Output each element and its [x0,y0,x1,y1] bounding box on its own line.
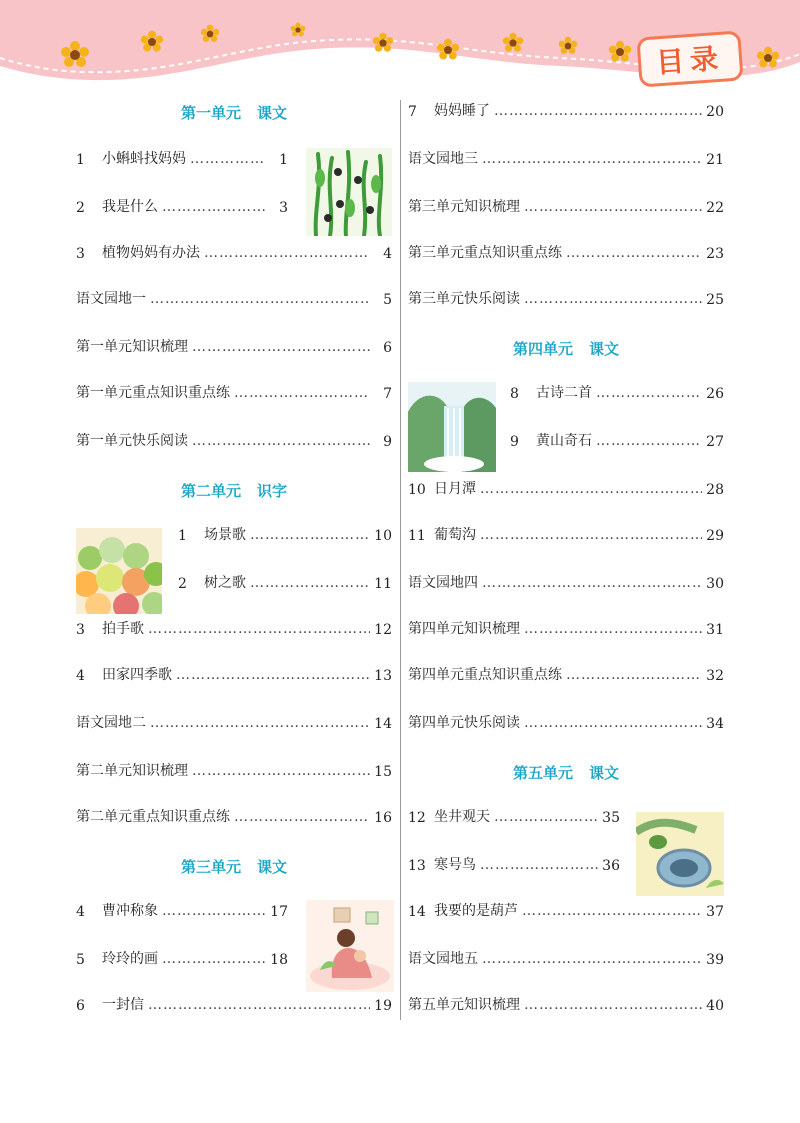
section-kind-label: 课文 [257,858,288,876]
leader-dots [162,950,266,968]
leader-dots [596,384,702,402]
leader-dots [524,620,702,638]
toc-entry[interactable] [76,758,392,780]
toc-entry[interactable] [76,194,288,216]
entry-title: 拍手歌 [102,621,144,637]
toc-entry[interactable] [76,146,288,168]
entry-title: 第一单元知识梳理 [76,339,188,355]
section-title-unit1 [76,102,392,123]
leader-dots [482,150,702,168]
entry-number: 7 [408,104,417,120]
leader-dots [522,902,702,920]
entry-page: 25 [706,292,724,308]
toc-entry[interactable] [510,380,724,402]
entry-title: 第五单元知识梳理 [408,997,520,1013]
leader-dots [190,150,266,168]
entry-title: 我是什么 [102,199,158,215]
entry-page: 30 [706,576,724,592]
entry-page: 39 [706,952,724,968]
toc-entry[interactable] [178,570,392,592]
flower-icon [558,36,578,56]
entry-title: 田家四季歌 [102,667,172,683]
entry-title: 第四单元快乐阅读 [408,715,520,731]
toc-entry[interactable] [408,992,724,1014]
toc-entry[interactable] [76,286,392,308]
leader-dots [234,808,370,826]
entry-page: 1 [279,152,288,168]
entry-number: 11 [408,528,426,544]
entry-title: 语文园地三 [408,151,478,167]
leader-dots [192,338,370,356]
leader-dots [524,198,702,216]
entry-title: 我要的是葫芦 [434,903,518,919]
forest-illustration [76,528,162,614]
section-kind-label: 识字 [257,482,288,500]
leader-dots [192,432,370,450]
section-unit-label: 第三单元 [180,858,241,876]
flower-icon [372,32,394,54]
section-kind-label: 课文 [589,340,620,358]
entry-page: 3 [279,200,288,216]
entry-title: 场景歌 [204,527,246,543]
page-header [0,0,800,100]
entry-title: 古诗二首 [536,385,592,401]
entry-page: 17 [270,904,288,920]
section-title-unit4 [408,338,724,359]
entry-page: 22 [706,200,724,216]
entry-title: 第四单元知识梳理 [408,621,520,637]
entry-number: 12 [408,810,426,826]
entry-title: 曹冲称象 [102,903,158,919]
entry-title: 黄山奇石 [536,433,592,449]
entry-page: 31 [706,622,724,638]
entry-number: 2 [178,576,187,592]
entry-page: 12 [374,622,392,638]
flower-icon [200,24,220,44]
entry-title: 树之歌 [204,575,246,591]
leader-dots [250,526,370,544]
toc-entry[interactable] [408,98,724,120]
entry-page: 13 [374,668,392,684]
toc-entry[interactable] [76,428,392,450]
leader-dots [204,244,370,262]
entry-title: 葡萄沟 [434,527,476,543]
leader-dots [566,244,702,262]
entry-page: 20 [706,104,724,120]
toc-entry[interactable] [408,852,620,874]
flower-icon [502,32,524,54]
entry-number: 1 [76,152,85,168]
toc-entry[interactable] [178,522,392,544]
flower-icon [290,22,306,38]
leader-dots [494,102,702,120]
entry-page: 9 [383,434,392,450]
entry-title: 第二单元知识梳理 [76,763,188,779]
entry-page: 6 [383,340,392,356]
entry-page: 21 [706,152,724,168]
toc-entry[interactable] [408,522,724,544]
leader-dots [148,620,370,638]
leader-dots [162,902,266,920]
toc-entry[interactable] [408,240,724,262]
entry-number: 2 [76,200,85,216]
toc-entry[interactable] [408,194,724,216]
flower-icon [436,38,460,62]
entry-number: 6 [76,998,85,1014]
toc-entry[interactable] [76,380,392,402]
toc-entry[interactable] [76,898,288,920]
mother-child-illustration [306,900,394,992]
entry-number: 3 [76,622,85,638]
leader-dots [250,574,370,592]
entry-page: 29 [706,528,724,544]
entry-page: 19 [374,998,392,1014]
waterfall-illustration [408,382,496,472]
toc-entry[interactable] [76,240,392,262]
well-frog-illustration [636,812,724,896]
entry-title: 第三单元知识梳理 [408,199,520,215]
entry-title: 语文园地一 [76,291,146,307]
entry-number: 13 [408,858,426,874]
entry-title: 第一单元快乐阅读 [76,433,188,449]
toc-entry[interactable] [510,428,724,450]
entry-page: 32 [706,668,724,684]
entry-page: 5 [383,292,392,308]
section-title-unit3 [76,856,392,877]
entry-title: 坐井观天 [434,809,490,825]
entry-page: 28 [706,482,724,498]
entry-number: 4 [76,668,85,684]
entry-number: 10 [408,482,426,498]
entry-page: 7 [383,386,392,402]
toc-entry[interactable] [408,286,724,308]
entry-title: 第二单元重点知识重点练 [76,809,230,825]
toc-entry[interactable] [408,616,724,638]
toc-entry[interactable] [76,946,288,968]
entry-title: 妈妈睡了 [434,103,490,119]
entry-title: 第一单元重点知识重点练 [76,385,230,401]
toc-entry[interactable] [408,146,724,168]
entry-number: 8 [510,386,519,402]
entry-number: 5 [76,952,85,968]
leader-dots [566,666,702,684]
leader-dots [176,666,370,684]
entry-page: 16 [374,810,392,826]
leader-dots [596,432,702,450]
leader-dots [192,762,370,780]
entry-title: 植物妈妈有办法 [102,245,200,261]
entry-title: 日月潭 [434,481,476,497]
leader-dots [524,714,702,732]
column-divider [400,100,401,1020]
leader-dots [148,996,370,1014]
entry-title: 语文园地四 [408,575,478,591]
section-kind-label: 课文 [589,764,620,782]
entry-page: 37 [706,904,724,920]
leader-dots [524,290,702,308]
entry-page: 26 [706,386,724,402]
toc-entry[interactable] [408,804,620,826]
page-title: 目录 [636,30,743,87]
entry-title: 第三单元重点知识重点练 [408,245,562,261]
flower-icon [140,30,164,54]
toc-entry[interactable] [76,334,392,356]
toc-entry[interactable] [408,946,724,968]
toc-entry[interactable] [408,710,724,732]
toc-entry[interactable] [408,570,724,592]
leader-dots [524,996,702,1014]
section-unit-label: 第五单元 [512,764,573,782]
leader-dots [234,384,370,402]
flower-icon [756,46,780,70]
entry-page: 23 [706,246,724,262]
entry-title: 一封信 [102,997,144,1013]
section-title-unit2 [76,480,392,501]
leader-dots [482,574,702,592]
entry-page: 11 [374,576,392,592]
leader-dots [494,808,598,826]
entry-page: 35 [602,810,620,826]
entry-title: 玲玲的画 [102,951,158,967]
entry-number: 4 [76,904,85,920]
toc-entry[interactable] [408,898,724,920]
entry-page: 18 [270,952,288,968]
leader-dots [480,856,598,874]
entry-page: 34 [706,716,724,732]
entry-title: 语文园地二 [76,715,146,731]
toc-entry[interactable] [76,662,392,684]
section-kind-label: 课文 [257,104,288,122]
flower-icon [60,40,90,70]
section-unit-label: 第一单元 [180,104,241,122]
entry-page: 14 [374,716,392,732]
entry-number: 9 [510,434,519,450]
entry-title: 语文园地五 [408,951,478,967]
toc-entry[interactable] [76,992,392,1014]
entry-page: 40 [706,998,724,1014]
entry-page: 27 [706,434,724,450]
section-title-unit5 [408,762,724,783]
section-unit-label: 第四单元 [512,340,573,358]
leader-dots [162,198,266,216]
entry-title: 寒号鸟 [434,857,476,873]
entry-number: 14 [408,904,426,920]
entry-number: 1 [178,528,187,544]
leader-dots [150,714,370,732]
entry-page: 4 [383,246,392,262]
leader-dots [480,480,702,498]
toc-entry[interactable] [76,710,392,732]
entry-page: 10 [374,528,392,544]
toc-entry[interactable] [408,476,724,498]
toc-entry[interactable] [76,804,392,826]
tadpole-illustration [306,148,392,236]
flower-icon [608,40,632,64]
leader-dots [482,950,702,968]
entry-title: 小蝌蚪找妈妈 [102,151,186,167]
section-unit-label: 第二单元 [180,482,241,500]
entry-title: 第三单元快乐阅读 [408,291,520,307]
entry-title: 第四单元重点知识重点练 [408,667,562,683]
entry-page: 15 [374,764,392,780]
entry-number: 3 [76,246,85,262]
toc-entry[interactable] [408,662,724,684]
leader-dots [480,526,702,544]
toc-entry[interactable] [76,616,392,638]
leader-dots [150,290,370,308]
entry-page: 36 [602,858,620,874]
